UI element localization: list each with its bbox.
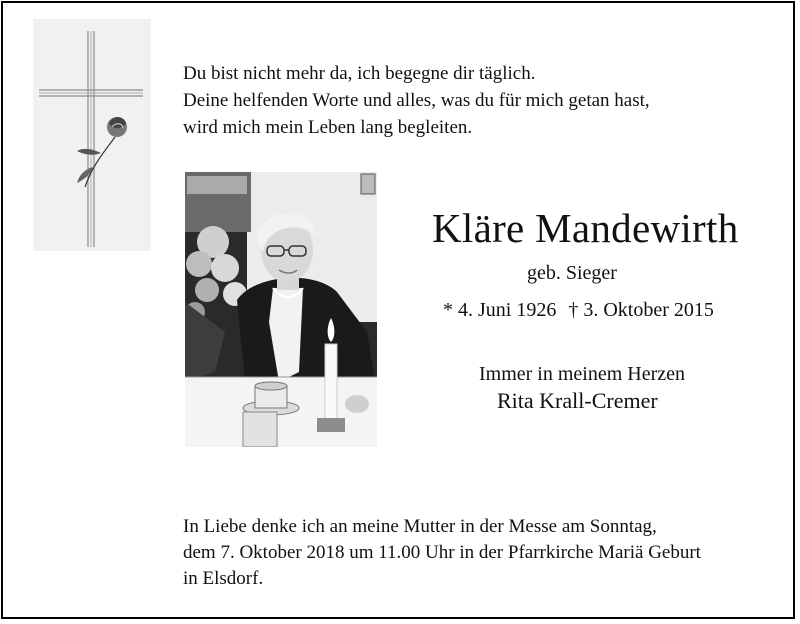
note-line: In Liebe denke ich an meine Mutter in der Messe am Sonntag,	[183, 516, 657, 537]
note-line: in Elsdorf.	[183, 568, 264, 589]
portrait-photo	[185, 172, 377, 447]
memorial-note	[183, 514, 701, 592]
poem	[183, 60, 650, 141]
death-date: † 3. Oktober 2015	[568, 299, 714, 321]
deceased-name: Kläre Mandewirth	[432, 205, 739, 251]
poem-line: Du bist nicht mehr da, ich begegne dir täglich.	[183, 63, 536, 84]
mourner-name: Rita Krall-Cremer	[497, 388, 658, 413]
cross-with-rose-icon	[33, 19, 151, 251]
birth-date: * 4. Juni 1926	[443, 299, 557, 321]
poem-line: wird mich mein Leben lang begleiten.	[183, 117, 473, 138]
note-line: dem 7. Oktober 2018 um 11.00 Uhr in der Pfarrkirche Mariä Geburt	[183, 542, 701, 563]
maiden-name: geb. Sieger	[527, 262, 617, 284]
poem-line: Deine helfenden Worte und alles, was du für mich getan hast,	[183, 90, 650, 111]
life-dates	[443, 299, 714, 322]
mourner-phrase: Immer in meinem Herzen	[479, 363, 686, 385]
